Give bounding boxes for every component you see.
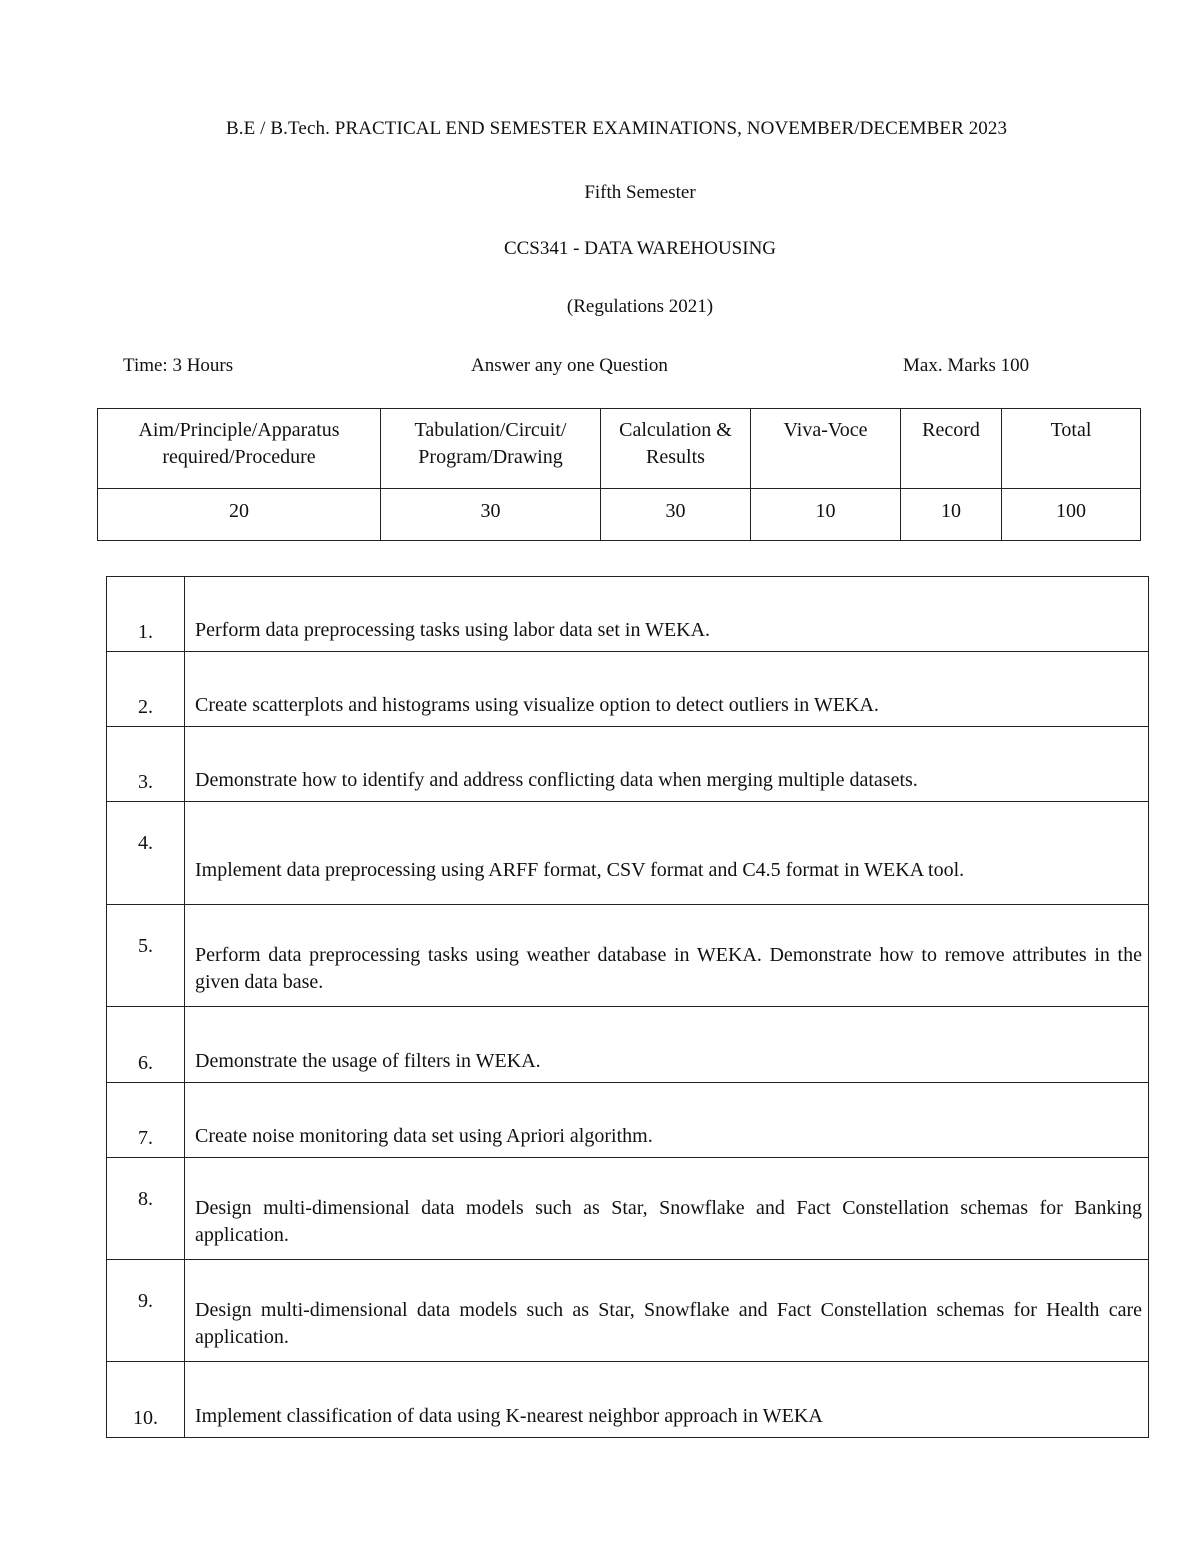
question-number: 2. [138, 696, 153, 718]
marks-distribution-table [97, 408, 1141, 541]
question-number-cell [107, 802, 185, 905]
question-number-cell [107, 1362, 185, 1438]
question-text: Demonstrate the usage of filters in WEKA. [195, 1050, 541, 1072]
marks-value-cell: 30 [381, 489, 601, 541]
marks-header-cell: Aim/Principle/Apparatus required/Procedure [98, 409, 381, 489]
question-number-cell [107, 1007, 185, 1083]
exam-instruction: Answer any one Question [471, 355, 668, 376]
question-number-cell [107, 577, 185, 652]
question-text: Demonstrate how to identify and address conflicting data when merging multiple datasets. [195, 769, 918, 791]
question-row [107, 1260, 1149, 1362]
question-text-cell [185, 1362, 1149, 1438]
question-number-cell [107, 1260, 185, 1362]
max-marks: Max. Marks 100 [903, 355, 1030, 376]
question-text-cell [185, 727, 1149, 802]
question-text-cell [185, 652, 1149, 727]
question-row [107, 1158, 1149, 1260]
marks-value-cell: 30 [601, 489, 751, 541]
question-text-cell [185, 802, 1149, 905]
question-row [107, 1362, 1149, 1438]
question-number: 1. [138, 621, 153, 643]
question-row [107, 1083, 1149, 1158]
question-number: 5. [138, 935, 153, 957]
marks-header-row [98, 409, 1141, 489]
question-number: 8. [138, 1188, 153, 1210]
question-text: Create noise monitoring data set using Apriori algorithm. [195, 1125, 653, 1147]
question-text: Perform data preprocessing tasks using weather database in WEKA. Demonstrate how to remove attributes in the given data base. [195, 944, 1142, 993]
semester-label: Fifth Semester [584, 182, 696, 203]
question-text-cell [185, 577, 1149, 652]
question-text-cell [185, 1260, 1149, 1362]
marks-header-cell: Calculation & Results [601, 409, 751, 489]
question-number-cell [107, 905, 185, 1007]
question-text: Design multi-dimensional data models such as Star, Snowflake and Fact Constellation schemas for Health care application. [195, 1299, 1142, 1348]
marks-header-cell: Tabulation/Circuit/ Program/Drawing [381, 409, 601, 489]
question-text-cell [185, 1007, 1149, 1083]
marks-value-cell: 10 [751, 489, 901, 541]
question-row [107, 577, 1149, 652]
question-row [107, 652, 1149, 727]
question-text: Create scatterplots and histograms using visualize option to detect outliers in WEKA. [195, 694, 879, 716]
question-number: 4. [138, 832, 153, 854]
marks-value-row [98, 489, 1141, 541]
question-text-cell [185, 905, 1149, 1007]
exam-title: B.E / B.Tech. PRACTICAL END SEMESTER EXAMINATIONS, NOVEMBER/DECEMBER 2023 [226, 118, 1008, 139]
question-number-cell [107, 727, 185, 802]
marks-value-cell: 20 [98, 489, 381, 541]
question-text-cell [185, 1083, 1149, 1158]
question-number: 10. [133, 1407, 158, 1429]
marks-value-cell: 100 [1002, 489, 1141, 541]
exam-duration: Time: 3 Hours [123, 355, 234, 376]
question-text: Perform data preprocessing tasks using labor data set in WEKA. [195, 619, 711, 641]
question-text: Implement data preprocessing using ARFF format, CSV format and C4.5 format in WEKA tool. [195, 859, 965, 881]
marks-header-cell: Viva-Voce [751, 409, 901, 489]
question-number: 9. [138, 1290, 153, 1312]
question-number-cell [107, 1083, 185, 1158]
question-text: Implement classification of data using K-nearest neighbor approach in WEKA [195, 1405, 823, 1427]
regulations-label: (Regulations 2021) [566, 296, 714, 317]
marks-value-cell: 10 [901, 489, 1002, 541]
question-text-cell [185, 1158, 1149, 1260]
question-number-cell [107, 652, 185, 727]
course-title: CCS341 - DATA WAREHOUSING [503, 238, 777, 259]
marks-header-cell: Record [901, 409, 1002, 489]
question-row [107, 727, 1149, 802]
question-number: 7. [138, 1127, 153, 1149]
question-text: Design multi-dimensional data models such as Star, Snowflake and Fact Constellation schemas for Banking application. [195, 1197, 1142, 1246]
question-row [107, 1007, 1149, 1083]
question-number-cell [107, 1158, 185, 1260]
marks-header-cell: Total [1002, 409, 1141, 489]
question-number: 3. [138, 771, 153, 793]
question-number: 6. [138, 1052, 153, 1074]
question-row [107, 905, 1149, 1007]
question-row [107, 802, 1149, 905]
questions-table [106, 576, 1149, 1438]
